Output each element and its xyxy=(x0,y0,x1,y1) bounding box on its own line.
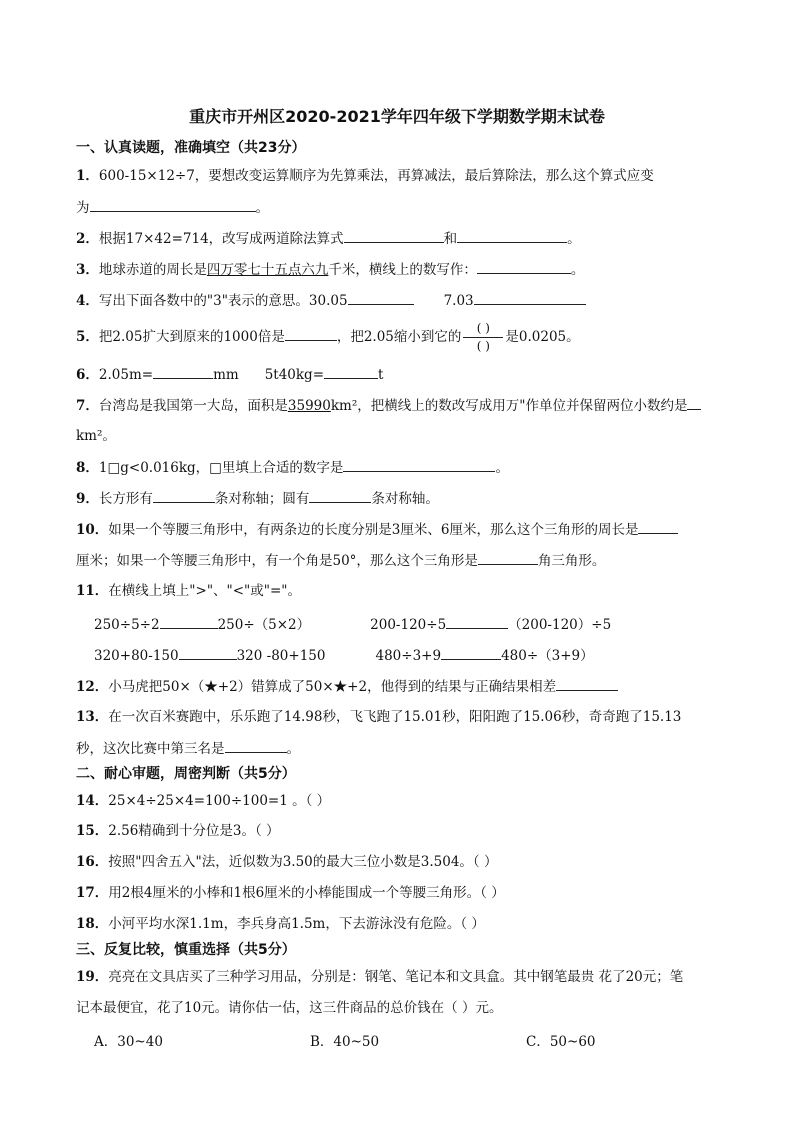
question-text: ，把2.05缩小到它的 xyxy=(336,329,462,345)
question-number: 3． xyxy=(76,262,99,278)
answer-blank[interactable] xyxy=(285,326,337,341)
question-number: 13． xyxy=(76,709,109,725)
question-text: 角三角形。 xyxy=(537,553,606,569)
question-number: 19． xyxy=(76,969,109,985)
question-8 xyxy=(76,457,756,478)
choice-c[interactable]: C．50~60 xyxy=(526,1034,596,1050)
question-text: km²。 xyxy=(76,428,116,444)
question-text: 条对称轴。 xyxy=(371,491,439,507)
answer-blank[interactable] xyxy=(556,676,618,691)
expression: 320+80-150 xyxy=(94,648,179,664)
question-number: 18． xyxy=(76,916,109,932)
question-text: 。 xyxy=(567,231,581,247)
question-text: 是0.0205。 xyxy=(505,329,580,345)
answer-blank[interactable] xyxy=(324,364,378,379)
question-text: mm xyxy=(213,367,239,383)
answer-blank[interactable] xyxy=(153,488,215,503)
numerator: ( ) xyxy=(476,321,490,335)
question-13-line-2 xyxy=(76,738,756,759)
answer-blank[interactable] xyxy=(638,519,678,534)
question-number: 14． xyxy=(76,793,109,809)
question-number: 15． xyxy=(76,823,109,839)
question-text: 厘米；如果一个等腰三角形中，有一个角是50°，那么这个三角形是 xyxy=(76,553,478,569)
question-text: 按照"四舍五入"法，近似数为3.50的最大三位小数是3.504。（ ） xyxy=(108,854,498,870)
question-number: 7． xyxy=(76,398,99,414)
question-number: 10． xyxy=(76,522,109,538)
question-text: 7.03 xyxy=(443,293,474,309)
question-number: 11． xyxy=(76,583,109,599)
underlined-text: 35990 xyxy=(287,398,331,414)
question-16 xyxy=(76,852,756,872)
question-number: 17． xyxy=(76,885,109,901)
expression: 480÷（3+9） xyxy=(501,648,594,664)
question-text: 用2根4厘米的小棒和1根6厘米的小棒能围成一个等腰三角形。（ ） xyxy=(108,885,505,901)
answer-blank[interactable] xyxy=(687,395,701,410)
question-number: 1． xyxy=(76,168,99,184)
section-1-heading: 一、认真读题，准确填空（共23分） xyxy=(76,140,306,156)
expression: 200-120÷5 xyxy=(370,617,447,633)
question-9 xyxy=(76,488,756,509)
question-text: 在一次百米赛跑中，乐乐跑了14.98秒，飞飞跑了15.01秒，阳阳跑了15.06秒，奇奇跑了15.13 xyxy=(108,709,682,725)
question-text: 根据17×42=714，改写成两道除法算式 xyxy=(98,231,344,247)
answer-blank[interactable] xyxy=(446,614,508,629)
question-12 xyxy=(76,676,756,697)
expression: 250÷（5×2） xyxy=(217,617,311,633)
question-text: 秒，这次比赛中第三名是 xyxy=(76,741,225,757)
question-text: 小河平均水深1.1m，李兵身高1.5m，下去游泳没有危险。（ ） xyxy=(108,916,485,932)
answer-blank[interactable] xyxy=(309,488,371,503)
question-text: t xyxy=(378,367,384,383)
question-number: 2． xyxy=(76,231,99,247)
question-number: 6． xyxy=(76,367,99,383)
question-text: 2.56精确到十分位是3。（ ） xyxy=(108,823,280,839)
answer-blank[interactable] xyxy=(153,364,213,379)
question-number: 9． xyxy=(76,491,99,507)
question-number: 5． xyxy=(76,329,99,345)
question-text: 写出下面各数中的"3"表示的意思。30.05 xyxy=(98,293,348,309)
question-text: 和 xyxy=(443,231,458,247)
fraction-blank[interactable] xyxy=(463,322,503,353)
answer-blank[interactable] xyxy=(225,738,287,753)
expression: 480÷3+9 xyxy=(375,648,442,664)
question-text: 1□g<0.016kg，□里填上合适的数字是 xyxy=(98,460,344,476)
answer-blank[interactable] xyxy=(478,550,538,565)
underlined-text: 四万零七十五点六九 xyxy=(206,262,329,278)
answer-blank[interactable] xyxy=(343,457,495,472)
page-title: 重庆市开州区2020-2021学年四年级下学期数学期末试卷 xyxy=(189,107,605,126)
answer-blank[interactable] xyxy=(477,259,571,274)
question-text: 台湾岛是我国第一大岛，面积是 xyxy=(98,398,288,414)
question-number: 16． xyxy=(76,854,109,870)
question-text: 5t40kg= xyxy=(264,367,325,383)
question-text: 条对称轴；圆有 xyxy=(214,491,310,507)
choice-b[interactable]: B．40~50 xyxy=(310,1034,380,1050)
answer-blank[interactable] xyxy=(160,614,218,629)
question-text: 。 xyxy=(570,262,585,278)
question-text: 小马虎把50×（★+2）错算成了50×★+2，他得到的结果与正确结果相差 xyxy=(108,679,557,695)
question-number: 12． xyxy=(76,679,109,695)
question-text: 亮亮在文具店买了三种学习用品，分别是：钢笔、笔记本和文具盒。其中钢笔最贵 花了20元；笔 xyxy=(108,969,684,985)
answer-blank[interactable] xyxy=(344,228,444,243)
question-10-line-2 xyxy=(76,550,756,571)
question-1-line-2 xyxy=(76,197,756,218)
question-text: 25×4÷25×4=100÷100=1 。（ ） xyxy=(108,793,331,809)
denominator: ( ) xyxy=(476,339,490,353)
question-18 xyxy=(76,914,756,934)
question-7-line-2 xyxy=(76,426,756,446)
question-11-row-2 xyxy=(94,645,774,666)
question-text: 长方形有 xyxy=(98,491,153,507)
expression: 320 -80+150 xyxy=(236,648,326,664)
question-text: 600-15×12÷7，要想改变运算顺序为先算乘法，再算减法，最后算除法，那么这个算式应变 xyxy=(98,168,654,184)
question-15 xyxy=(76,821,756,841)
question-number: 4． xyxy=(76,293,99,309)
question-text: 。 xyxy=(255,200,269,216)
question-text: 记本最便宜，花了10元。请你估一估，这三件商品的总价钱在（ ）元。 xyxy=(76,1000,503,1016)
expression: 250÷5÷2 xyxy=(94,617,160,633)
question-text: 千米，横线上的数写作： xyxy=(328,262,477,278)
question-text: 。 xyxy=(286,741,300,757)
question-17 xyxy=(76,883,756,903)
question-11 xyxy=(76,581,756,601)
question-4 xyxy=(76,290,756,311)
question-text: 2.05m= xyxy=(98,367,154,383)
question-text: km²，把横线上的数改写成用万"作单位并保留两位小数约是 xyxy=(330,398,688,414)
expression: （200-120）÷5 xyxy=(508,617,612,633)
answer-blank[interactable] xyxy=(474,290,586,305)
choice-a[interactable]: A．30~40 xyxy=(94,1034,163,1050)
question-10-line-1 xyxy=(76,519,756,540)
question-2 xyxy=(76,228,756,249)
answer-blank[interactable] xyxy=(457,228,567,243)
question-7-line-1 xyxy=(76,395,756,416)
question-6 xyxy=(76,364,756,385)
section-2-heading: 二、耐心审题，周密判断（共5分） xyxy=(76,766,296,782)
question-text: 如果一个等腰三角形中，有两条边的长度分别是3厘米、6厘米，那么这个三角形的周长是 xyxy=(108,522,639,538)
answer-blank[interactable] xyxy=(348,290,414,305)
question-number: 8． xyxy=(76,460,99,476)
question-text: 地球赤道的周长是 xyxy=(98,262,207,278)
answer-blank[interactable] xyxy=(90,197,256,212)
question-5 xyxy=(76,322,756,353)
answer-blank[interactable] xyxy=(179,645,237,660)
question-text: 把2.05扩大到原来的1000倍是 xyxy=(98,329,285,345)
answer-blank[interactable] xyxy=(441,645,501,660)
question-11-row-1 xyxy=(94,614,774,635)
question-14 xyxy=(76,791,756,811)
question-19-line-2 xyxy=(76,998,756,1018)
question-text: 。 xyxy=(495,460,509,476)
question-text: 为 xyxy=(76,200,90,216)
question-19-line-1 xyxy=(76,967,756,987)
question-3 xyxy=(76,259,756,280)
question-13-line-1 xyxy=(76,707,756,727)
question-text: 在横线上填上">"、"<"或"="。 xyxy=(108,583,301,599)
question-1-line-1 xyxy=(76,166,756,186)
section-3-heading: 三、反复比较，慎重选择（共5分） xyxy=(76,942,296,958)
